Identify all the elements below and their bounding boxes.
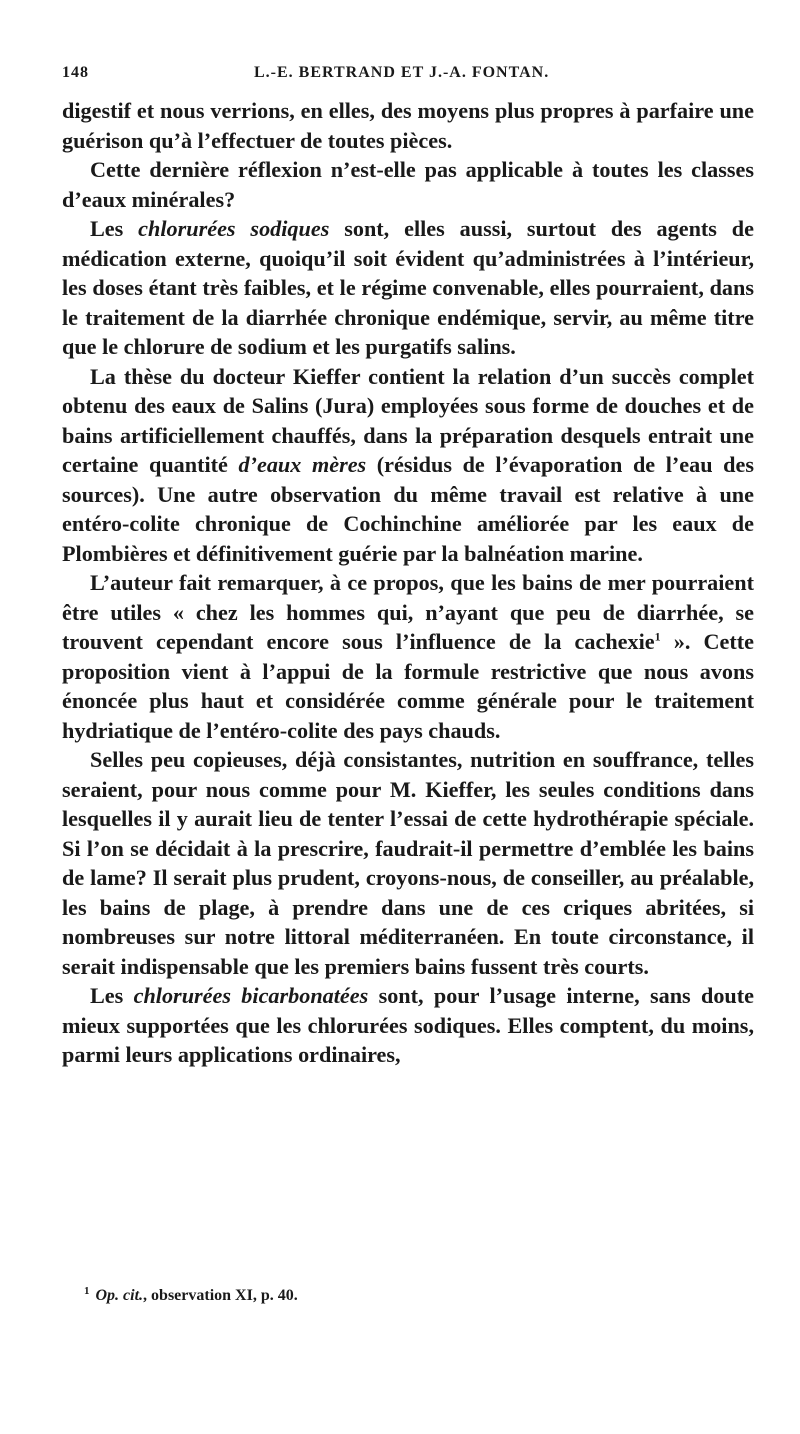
text-run: L’auteur fait remarquer, à ce propos, que les bains de mer pourraient être utiles « chez les hommes qui, n’ayant que peu de diarrhée, se trouvent cependant encore sous l’influence de la cachexie	[62, 570, 754, 654]
footnote-ref: 1	[654, 629, 661, 644]
body-text	[62, 96, 754, 1070]
text-run: Cette dernière réflexion n’est-elle pas applicable à toutes les classes d’eaux minérales?	[62, 157, 754, 212]
paragraph	[62, 214, 754, 362]
text-run: La thèse du docteur Kieffer contient la relation d’un succès complet obtenu des eaux de Salins (Jura) employées sous forme de douches et de bains artificiellement chauffés, dans la préparation desquels entrait une certaine quantité	[62, 363, 754, 477]
italic-text: chlorurées sodiques	[138, 216, 330, 241]
paragraph	[62, 745, 754, 981]
text-run: sont, pour l’usage interne, sans doute mieux supportées que les chlorurées sodiques. Elles comptent, du moins, parmi leurs applications ordinaires,	[62, 983, 754, 1067]
footnote-italic-text: Op. cit.	[95, 1287, 144, 1304]
running-head-authors: L.-E. BERTRAND ET J.-A. FONTAN.	[254, 64, 550, 81]
text-run: digestif et nous verrions, en elles, des moyens plus propres à parfaire une guérison qu’à l’effectuer de toutes pièces.	[62, 98, 754, 153]
text-run: sont, elles aussi, surtout des agents de médication externe, quoiqu’il soit évident qu’administrées à l’intérieur, les doses étant très faibles, et le régime convenable, elles pourraient, dans le traitement de la diarrhée chronique endémique, servir, au même titre que le chlorure de sodium et les purgatifs salins.	[62, 216, 754, 359]
footnote	[84, 1286, 744, 1306]
paragraph	[62, 155, 754, 214]
paragraph	[62, 96, 754, 155]
page-number: 148	[62, 64, 89, 81]
text-run: ». Cette proposition vient à l’appui de la formule restrictive que nous avons énoncée plus haut et considérée comme générale pour le traitement hydriatique de l’entéro-colite des pays chauds.	[62, 629, 755, 743]
footnote-text: , observation XI, p. 40.	[143, 1287, 298, 1304]
text-run: Les	[90, 983, 134, 1008]
footnotes	[84, 1286, 744, 1306]
footnote-mark: 1	[84, 1284, 90, 1297]
running-header	[62, 64, 752, 88]
paragraph	[62, 362, 754, 569]
italic-text: d’eaux mères	[238, 452, 367, 477]
paragraph	[62, 568, 754, 745]
paragraph	[62, 981, 754, 1070]
text-run: (résidus de l’évaporation de l’eau des sources). Une autre observation du même travail est relative à une entéro-colite chronique de Cochinchine améliorée par les eaux de Plombières et définitivement guérie par la balnéation marine.	[62, 452, 754, 566]
italic-text: chlorurées bicarbonatées	[133, 983, 369, 1008]
text-run: Selles peu copieuses, déjà consistantes, nutrition en souffrance, telles seraient, pour nous comme pour M. Kieffer, les seules conditions dans lesquelles il y aurait lieu de tenter l’essai de cette hydrothérapie spéciale. Si l’on se décidait à la prescrire, faudrait-il permettre d’emblée les bains de lame? Il serait plus prudent, croyons-nous, de conseiller, au préalable, les bains de plage, à prendre dans une de ces criques abritées, si nombreuses sur notre littoral méditerranéen. En toute circonstance, il serait indispensable que les premiers bains fussent très courts.	[62, 747, 754, 979]
text-run: Les	[90, 216, 139, 241]
